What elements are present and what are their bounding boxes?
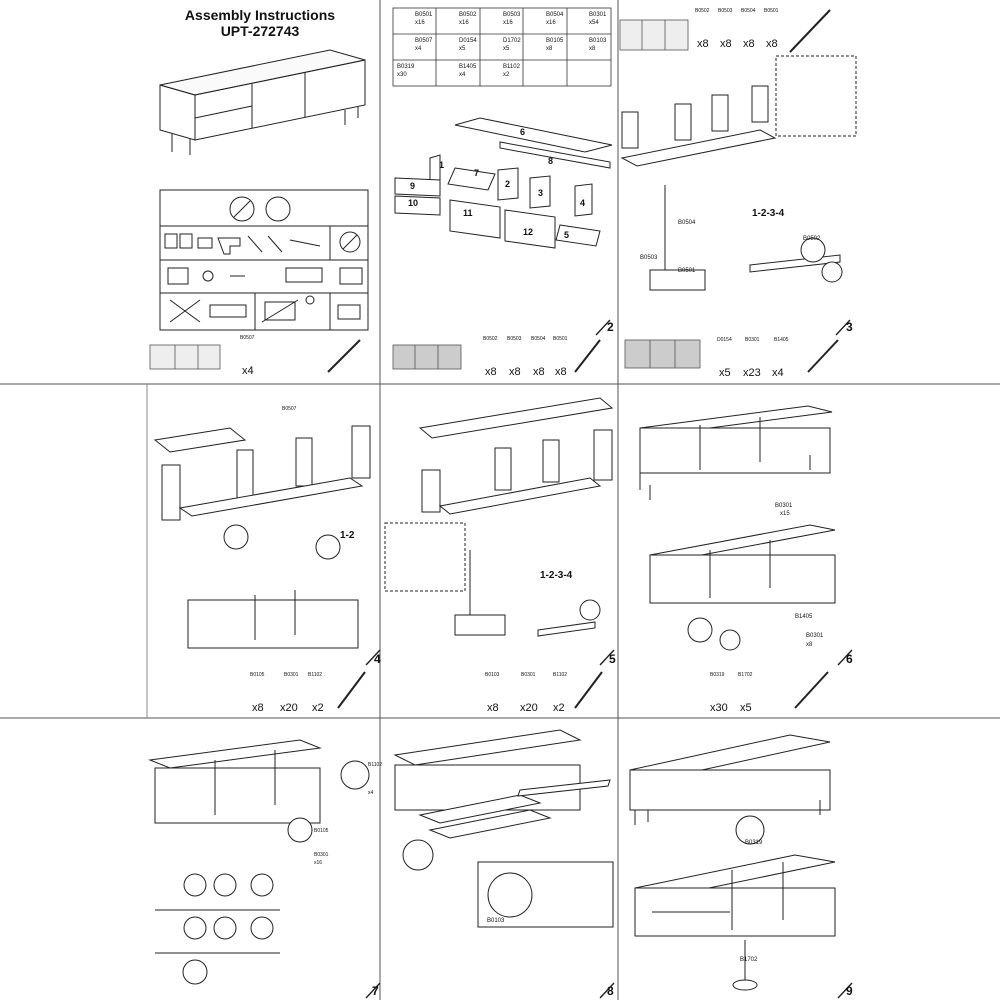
callout-b0502: B0502 — [803, 236, 821, 242]
callout-b1405: B1405 — [795, 614, 813, 620]
s6-part-code-1: B0319 — [710, 672, 725, 678]
s6-part-qty-2: x5 — [740, 702, 752, 714]
part-b0504-qty: x16 — [546, 20, 556, 26]
s5-part-code-3: B1102 — [553, 672, 568, 678]
part-b0105-qty: x8 — [546, 46, 553, 52]
s3-part-qty-2: x23 — [743, 367, 761, 379]
s1-part-code: B0507 — [240, 335, 255, 341]
callout-b0105: B0105 — [314, 828, 329, 834]
callout-b1702: B1702 — [740, 957, 758, 963]
s6-part-code-2: B1702 — [738, 672, 753, 678]
tr-part-qty-3: x8 — [743, 38, 755, 50]
callout-seq-1234: 1-2-3-4 — [752, 208, 785, 219]
callout-b0504: B0504 — [678, 220, 696, 226]
s2-part-qty-3: x8 — [533, 366, 545, 378]
part-b0501-code: B0501 — [415, 12, 433, 18]
callout-b0507: B0507 — [282, 406, 297, 412]
callout-b0103: B0103 — [487, 918, 505, 924]
s3-part-qty-1: x5 — [719, 367, 731, 379]
part-b0502-code: B0502 — [459, 12, 477, 18]
s5-part-code-2: B0301 — [521, 672, 536, 678]
tr-part-code-3: B0504 — [741, 8, 756, 14]
callout-b1102: B1102 — [368, 762, 383, 768]
callout-b0301-x16: B0301 — [314, 852, 329, 858]
tr-part-code-2: B0503 — [718, 8, 733, 14]
s4-part-code-1: B0105 — [250, 672, 265, 678]
s5-part-qty-3: x2 — [553, 702, 565, 714]
step-1-drawing — [155, 426, 370, 648]
panel-number-7: 7 — [474, 168, 480, 178]
product-overview — [160, 50, 365, 155]
part-b0319-qty: x30 — [397, 72, 407, 78]
step-9-drawing — [630, 735, 835, 990]
callout-b0301-x15: B0301 — [775, 503, 793, 509]
callout-b0301-x8: B0301 — [806, 633, 824, 639]
part-b0301-qty: x54 — [589, 20, 599, 26]
s2-part-code-3: B0504 — [531, 336, 546, 342]
step-number-5: 5 — [609, 652, 616, 666]
s4-part-qty-1: x8 — [252, 702, 264, 714]
panel-number-9: 9 — [410, 181, 416, 191]
s3-part-code-1: D0154 — [717, 337, 732, 343]
top-right-parts — [695, 8, 795, 53]
s4-part-code-3: B1102 — [308, 672, 323, 678]
panel-number-10: 10 — [408, 198, 419, 208]
part-b0501-qty: x16 — [415, 20, 425, 26]
callout-x15: x15 — [780, 511, 790, 517]
callout-seq-12: 1-2 — [340, 530, 355, 541]
panel-number-5: 5 — [564, 230, 570, 240]
s4-part-code-2: B0301 — [284, 672, 299, 678]
tr-part-code-1: B0502 — [695, 8, 710, 14]
step-number-9: 9 — [846, 984, 853, 998]
part-d1702-qty: x5 — [503, 46, 510, 52]
callout-x4: x4 — [368, 790, 374, 796]
part-b0507-qty: x4 — [415, 46, 422, 52]
step-number-7: 7 — [372, 984, 379, 998]
title-line-2: UPT-272743 — [220, 23, 300, 39]
step-number-3: 3 — [846, 320, 853, 334]
s5-part-qty-1: x8 — [487, 702, 499, 714]
s5-part-qty-2: x20 — [520, 702, 538, 714]
s2-part-code-1: B0502 — [483, 336, 498, 342]
part-b1102-qty: x2 — [503, 72, 510, 78]
s4-part-qty-2: x20 — [280, 702, 298, 714]
title-line-1: Assembly Instructions — [184, 7, 336, 23]
step-2b-drawing — [385, 398, 612, 636]
panel-number-8: 8 — [548, 156, 554, 166]
callout-b0501: B0501 — [678, 268, 696, 274]
step-number-2: 2 — [607, 320, 614, 334]
tv-stand-thumbnail-1 — [150, 345, 220, 369]
panel-number-1: 1 — [439, 160, 445, 170]
step-4-drawing — [150, 740, 369, 984]
s2-part-qty-4: x8 — [555, 366, 567, 378]
step-1-parts — [240, 335, 280, 375]
s3-part-code-2: B0301 — [745, 337, 760, 343]
callout-b0503: B0503 — [640, 255, 658, 261]
step-number-6: 6 — [846, 652, 853, 666]
s1-part-qty: x4 — [242, 365, 254, 377]
callout-b0319: B0319 — [745, 840, 763, 846]
panel-number-2: 2 — [505, 179, 511, 189]
tv-stand-thumbnail-2 — [393, 345, 461, 369]
part-d0154-code: D0154 — [459, 38, 477, 44]
part-b0502-qty: x16 — [459, 20, 469, 26]
part-b0503-qty: x16 — [503, 20, 513, 26]
tr-part-code-4: B0501 — [764, 8, 779, 14]
s6-part-qty-1: x30 — [710, 702, 728, 714]
s2-part-qty-2: x8 — [509, 366, 521, 378]
tr-part-qty-1: x8 — [697, 38, 709, 50]
step-6-parts — [710, 672, 770, 714]
part-b0103-code: B0103 — [589, 38, 607, 44]
part-b0103-qty: x8 — [589, 46, 596, 52]
step-4-parts — [250, 672, 340, 714]
step-2-parts — [483, 336, 583, 378]
part-b0301-code: B0301 — [589, 12, 607, 18]
part-b1405-code: B1405 — [459, 64, 477, 70]
callout-x8: x8 — [806, 642, 813, 648]
part-b0105-code: B0105 — [546, 38, 564, 44]
callout-seq-1234-b: 1-2-3-4 — [540, 570, 573, 581]
panel-number-3: 3 — [538, 188, 544, 198]
part-b1405-qty: x4 — [459, 72, 466, 78]
s5-part-code-1: B0103 — [485, 672, 500, 678]
s4-part-qty-3: x2 — [312, 702, 324, 714]
part-b0507-code: B0507 — [415, 38, 433, 44]
step-5-parts — [485, 672, 575, 714]
s2-part-code-4: B0501 — [553, 336, 568, 342]
part-d1702-code: D1702 — [503, 38, 521, 44]
panel-number-6: 6 — [520, 127, 526, 137]
exploded-panels-drawing — [395, 118, 612, 248]
tr-part-qty-4: x8 — [766, 38, 778, 50]
panel-number-4: 4 — [580, 198, 586, 208]
step-number-8: 8 — [607, 984, 614, 998]
parts-table — [393, 8, 611, 86]
step-3-parts — [717, 337, 807, 379]
panel-number-12: 12 — [523, 227, 534, 237]
safety-tools-box — [160, 190, 368, 330]
part-b0503-code: B0503 — [503, 12, 521, 18]
tr-part-qty-2: x8 — [720, 38, 732, 50]
part-d0154-qty: x5 — [459, 46, 466, 52]
s3-part-code-3: B1405 — [774, 337, 789, 343]
tv-stand-thumbnail-3 — [625, 340, 700, 368]
panel-number-11: 11 — [463, 208, 473, 218]
part-b0504-code: B0504 — [546, 12, 564, 18]
step-8-drawing — [395, 730, 613, 927]
step-number-4: 4 — [374, 652, 381, 666]
part-b0319-code: B0319 — [397, 64, 415, 70]
part-b1102-code: B1102 — [503, 64, 520, 70]
s3-part-qty-3: x4 — [772, 367, 784, 379]
callout-x16: x16 — [314, 860, 323, 866]
tv-stand-thumbnail-top-right — [620, 20, 688, 50]
s2-part-code-2: B0503 — [507, 336, 522, 342]
s2-part-qty-1: x8 — [485, 366, 497, 378]
